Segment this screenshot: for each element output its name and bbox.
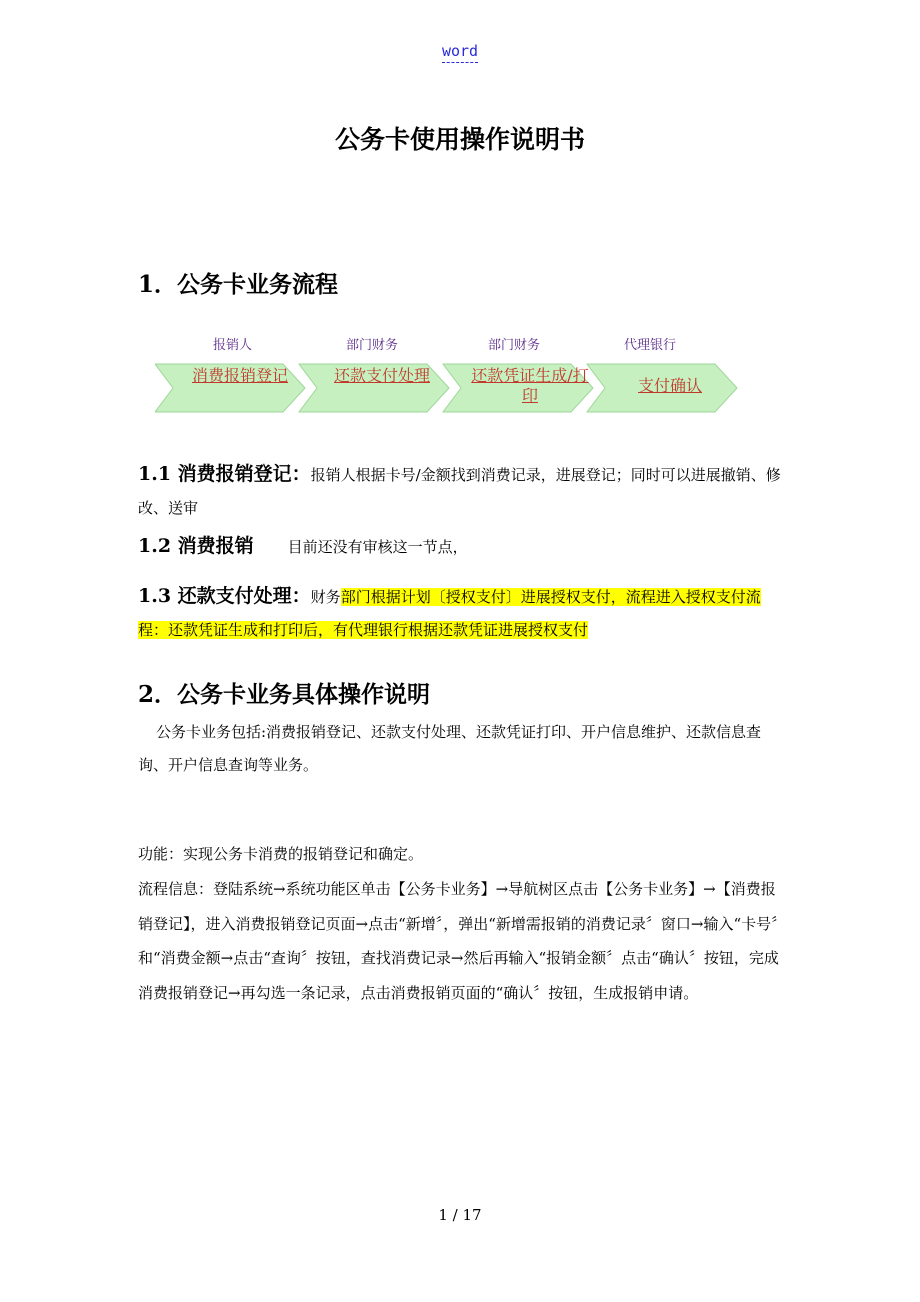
process-flow <box>155 360 745 416</box>
flow-info-text: 流程信息：登陆系统→系统功能区单击【公务卡业务】→导航树区点击【公务卡业务】→【消费报销登记】，进入消费报销登记页面→点击“新增〞，弹出“新增需报销的消费记录〞窗口→输入“卡号〞和“消费金额→点击“查询〞按钮，查找消费记录→然后再输入“报销金额〞点击“确认〞按钮，完成消费报销登记→再勾选一条记录，点击消费报销页面的“确认〞按钮，生成报销申请。 <box>138 880 787 1002</box>
flow-step-3-label: 还款凭证生成/打印 <box>471 366 589 405</box>
item-1-2 <box>138 530 788 564</box>
section2-heading: 2．公务卡业务具体操作说明 <box>138 681 431 708</box>
flow-step-2-label: 还款支付处理 <box>333 366 430 385</box>
flow-role-3: 部门财务 <box>488 338 541 353</box>
item-1-2-label: 1.2 消费报销 <box>138 535 254 557</box>
item-1-3 <box>138 580 788 647</box>
section1-heading: 1．公务卡业务流程 <box>138 271 339 298</box>
item-1-2-text: 目前还没有审核这一节点， <box>287 538 468 556</box>
flow-role-1: 报销人 <box>213 338 253 353</box>
flow-role-2: 部门财务 <box>346 338 399 353</box>
flow-step-4-label: 支付确认 <box>637 376 702 395</box>
flow-step-1-label: 消费报销登记 <box>191 366 288 385</box>
section2-intro: 公务卡业务包括:消费报销登记、还款支付处理、还款凭证打印、开户信息维护、还款信息查询、开户信息查询等业务。 <box>138 723 762 774</box>
item-1-3-label: 1.3 还款支付处理： <box>138 585 311 607</box>
item-1-1-label: 1.1 消费报销登记： <box>138 463 311 485</box>
header-word-link[interactable]: word <box>0 42 920 60</box>
item-1-3-text-highlight: 部门根据计划〔授权支付〕进展授权支付，流程进入授权支付流程：还款凭证生成和打印后，有代理银行根据还款凭证进展授权支付 <box>138 588 761 639</box>
item-1-1 <box>138 458 788 525</box>
page-number: 1 / 17 <box>438 1206 482 1224</box>
function-text: 功能：实现公务卡消费的报销登记和确定。 <box>138 845 424 863</box>
item-1-1-text: 报销人根据卡号/金额找到消费记录，进展登记；同时可以进展撤销、修改、送审 <box>138 466 781 517</box>
document-title: 公务卡使用操作说明书 <box>334 125 585 154</box>
flow-role-4: 代理银行 <box>624 338 677 353</box>
item-1-3-text-plain: 财务 <box>310 588 341 606</box>
